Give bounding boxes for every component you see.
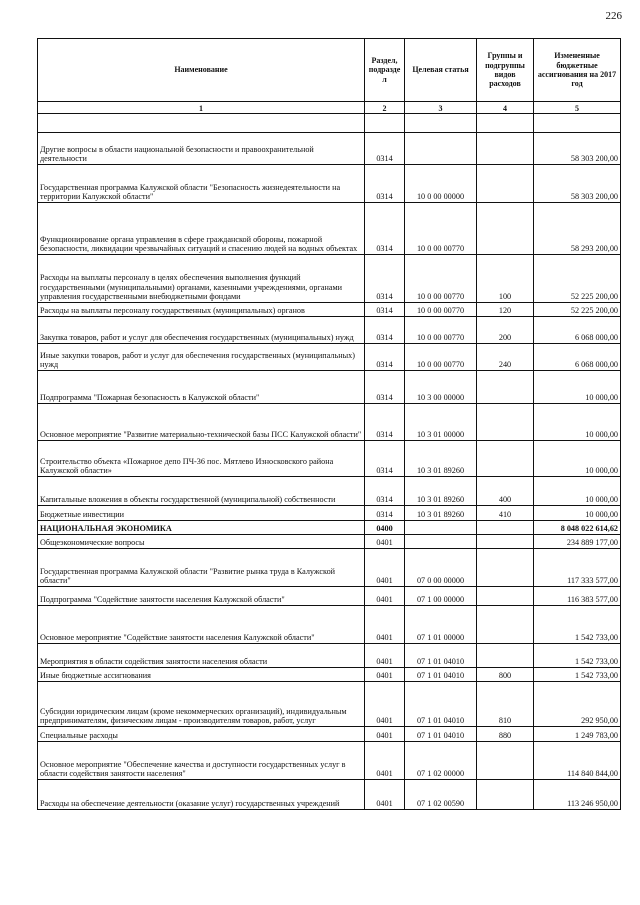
row-amount: 52 225 200,00 — [534, 303, 621, 317]
row-section-code: 0314 — [365, 506, 405, 521]
row-section-code: 0314 — [365, 133, 405, 165]
header-amount: Измененные бюджетные ассигнования на 2017 год — [534, 39, 621, 102]
table-row — [38, 477, 621, 506]
table-row — [38, 549, 621, 587]
row-section-code: 0401 — [365, 742, 405, 780]
row-expense-group: 410 — [477, 506, 534, 521]
row-section-code: 0314 — [365, 477, 405, 506]
row-amount: 292 950,00 — [534, 682, 621, 727]
row-section-code: 0314 — [365, 404, 405, 441]
row-name: Строительство объекта «Пожарное депо ПЧ-36 пос. Мятлево Износковского района Калужской области» — [38, 441, 365, 477]
row-amount: 1 249 783,00 — [534, 727, 621, 742]
table-row — [38, 644, 621, 668]
row-name: Общеэкономические вопросы — [38, 535, 365, 549]
row-name: Государственная программа Калужской области "Развитие рынка труда в Калужской области" — [38, 549, 365, 587]
row-expense-group — [477, 441, 534, 477]
column-number: 5 — [534, 102, 621, 114]
table-body — [38, 114, 621, 810]
table-row — [38, 521, 621, 535]
row-amount: 6 068 000,00 — [534, 317, 621, 344]
row-expense-group — [477, 165, 534, 203]
row-expense-group — [477, 521, 534, 535]
row-expense-group — [477, 780, 534, 810]
row-name: Функционирование органа управления в сфере гражданской обороны, пожарной безопасности, ликвидации чрезвычайных ситуаций и спасению людей на водных объектах — [38, 203, 365, 255]
row-section-code: 0314 — [365, 441, 405, 477]
table-row — [38, 165, 621, 203]
row-target-code: 10 3 01 00000 — [405, 404, 477, 441]
table-row — [38, 255, 621, 303]
row-name: Иные бюджетные ассигнования — [38, 668, 365, 682]
row-expense-group — [477, 535, 534, 549]
budget-table — [37, 38, 621, 810]
row-target-code — [405, 521, 477, 535]
row-section-code: 0400 — [365, 521, 405, 535]
row-target-code: 07 1 01 04010 — [405, 668, 477, 682]
row-amount: 10 000,00 — [534, 404, 621, 441]
row-name: Иные закупки товаров, работ и услуг для обеспечения государственных (муниципальных) нужд — [38, 344, 365, 371]
row-target-code: 07 1 01 04010 — [405, 644, 477, 668]
row-expense-group: 400 — [477, 477, 534, 506]
row-section-code: 0314 — [365, 203, 405, 255]
row-section-code: 0314 — [365, 344, 405, 371]
row-amount: 8 048 022 614,62 — [534, 521, 621, 535]
row-target-code: 07 1 01 04010 — [405, 727, 477, 742]
row-name: Государственная программа Калужской области "Безопасность жизнедеятельности на территории Калужской области" — [38, 165, 365, 203]
row-expense-group — [477, 587, 534, 606]
column-number: 1 — [38, 102, 365, 114]
row-target-code: 10 3 01 89260 — [405, 441, 477, 477]
row-name: Капитальные вложения в объекты государственной (муниципальной) собственности — [38, 477, 365, 506]
row-expense-group — [477, 644, 534, 668]
row-amount: 117 333 577,00 — [534, 549, 621, 587]
row-expense-group: 880 — [477, 727, 534, 742]
table-row — [38, 606, 621, 644]
spacer-row — [38, 114, 621, 133]
row-name: Основное мероприятие "Обеспечение качества и доступности государственных услуг в области содействия занятости населения" — [38, 742, 365, 780]
row-amount: 116 383 577,00 — [534, 587, 621, 606]
row-name: Основное мероприятие "Развитие материально-технической базы ПСС Калужской области" — [38, 404, 365, 441]
row-section-code: 0401 — [365, 587, 405, 606]
row-name: Бюджетные инвестиции — [38, 506, 365, 521]
row-expense-group: 800 — [477, 668, 534, 682]
row-section-code: 0401 — [365, 644, 405, 668]
row-amount: 1 542 733,00 — [534, 606, 621, 644]
row-section-code: 0314 — [365, 317, 405, 344]
row-target-code — [405, 133, 477, 165]
row-name: Другие вопросы в области национальной безопасности и правоохранительной деятельности — [38, 133, 365, 165]
row-amount: 1 542 733,00 — [534, 644, 621, 668]
table-row — [38, 404, 621, 441]
row-target-code: 07 1 02 00000 — [405, 742, 477, 780]
row-target-code: 10 0 00 00770 — [405, 203, 477, 255]
row-expense-group — [477, 606, 534, 644]
row-expense-group: 240 — [477, 344, 534, 371]
row-expense-group: 120 — [477, 303, 534, 317]
row-name: НАЦИОНАЛЬНАЯ ЭКОНОМИКА — [38, 521, 365, 535]
row-amount: 52 225 200,00 — [534, 255, 621, 303]
row-section-code: 0401 — [365, 780, 405, 810]
row-target-code: 10 0 00 00770 — [405, 344, 477, 371]
table-row — [38, 535, 621, 549]
table-row — [38, 587, 621, 606]
row-expense-group: 200 — [477, 317, 534, 344]
row-target-code: 10 3 00 00000 — [405, 371, 477, 404]
page-number: 226 — [605, 10, 622, 22]
row-amount: 58 303 200,00 — [534, 165, 621, 203]
row-section-code: 0314 — [365, 371, 405, 404]
header-group: Группы и подгруппы видов расходов — [477, 39, 534, 102]
row-target-code: 10 0 00 00000 — [405, 165, 477, 203]
row-amount: 10 000,00 — [534, 371, 621, 404]
table-row — [38, 441, 621, 477]
column-number: 3 — [405, 102, 477, 114]
table-row — [38, 668, 621, 682]
row-target-code: 07 0 00 00000 — [405, 549, 477, 587]
table-row — [38, 727, 621, 742]
row-expense-group — [477, 549, 534, 587]
row-expense-group: 810 — [477, 682, 534, 727]
row-target-code: 07 1 02 00590 — [405, 780, 477, 810]
row-amount: 6 068 000,00 — [534, 344, 621, 371]
row-amount: 234 889 177,00 — [534, 535, 621, 549]
table-row — [38, 506, 621, 521]
row-name: Подпрограмма "Содействие занятости населения Калужской области" — [38, 587, 365, 606]
row-name: Расходы на обеспечение деятельности (оказание услуг) государственных учреждений — [38, 780, 365, 810]
row-section-code: 0401 — [365, 535, 405, 549]
row-target-code: 10 3 01 89260 — [405, 506, 477, 521]
row-section-code: 0401 — [365, 549, 405, 587]
row-expense-group — [477, 203, 534, 255]
row-name: Подпрограмма "Пожарная безопасность в Калужской области" — [38, 371, 365, 404]
column-numbers-row — [38, 102, 621, 114]
row-section-code: 0401 — [365, 727, 405, 742]
row-section-code: 0314 — [365, 303, 405, 317]
row-amount: 58 293 200,00 — [534, 203, 621, 255]
row-amount: 113 246 950,00 — [534, 780, 621, 810]
row-section-code: 0314 — [365, 165, 405, 203]
row-amount: 10 000,00 — [534, 441, 621, 477]
row-expense-group — [477, 371, 534, 404]
table-row — [38, 682, 621, 727]
table-row — [38, 344, 621, 371]
row-section-code: 0314 — [365, 255, 405, 303]
row-target-code: 07 1 01 00000 — [405, 606, 477, 644]
row-target-code: 07 1 01 04010 — [405, 682, 477, 727]
row-expense-group — [477, 742, 534, 780]
row-amount: 1 542 733,00 — [534, 668, 621, 682]
row-expense-group — [477, 133, 534, 165]
row-section-code: 0401 — [365, 668, 405, 682]
header-section: Раздел, подразде л — [365, 39, 405, 102]
table-row — [38, 203, 621, 255]
header-row — [38, 39, 621, 102]
table-row — [38, 133, 621, 165]
header-target: Целевая статья — [405, 39, 477, 102]
row-name: Расходы на выплаты персоналу в целях обеспечения выполнения функций государственными (муниципальными) органами, казенными учреждениями, органами управления государственными внебюджетными фондами — [38, 255, 365, 303]
row-target-code: 10 0 00 00770 — [405, 255, 477, 303]
table-row — [38, 317, 621, 344]
row-target-code: 10 0 00 00770 — [405, 303, 477, 317]
row-amount: 114 840 844,00 — [534, 742, 621, 780]
table-row — [38, 742, 621, 780]
row-section-code: 0401 — [365, 682, 405, 727]
row-expense-group: 100 — [477, 255, 534, 303]
table-row — [38, 371, 621, 404]
column-number: 2 — [365, 102, 405, 114]
row-name: Мероприятия в области содействия занятости населения области — [38, 644, 365, 668]
row-expense-group — [477, 404, 534, 441]
row-name: Субсидии юридическим лицам (кроме некоммерческих организаций), индивидуальным предпринимателям, физическим лицам - производителям товаров, работ, услуг — [38, 682, 365, 727]
row-amount: 10 000,00 — [534, 477, 621, 506]
row-target-code: 10 0 00 00770 — [405, 317, 477, 344]
header-name: Наименование — [38, 39, 365, 102]
row-section-code: 0401 — [365, 606, 405, 644]
row-amount: 58 303 200,00 — [534, 133, 621, 165]
table-row — [38, 780, 621, 810]
row-name: Расходы на выплаты персоналу государственных (муниципальных) органов — [38, 303, 365, 317]
row-name: Закупка товаров, работ и услуг для обеспечения государственных (муниципальных) нужд — [38, 317, 365, 344]
row-target-code: 07 1 00 00000 — [405, 587, 477, 606]
table-row — [38, 303, 621, 317]
row-name: Специальные расходы — [38, 727, 365, 742]
column-number: 4 — [477, 102, 534, 114]
row-amount: 10 000,00 — [534, 506, 621, 521]
row-target-code: 10 3 01 89260 — [405, 477, 477, 506]
row-name: Основное мероприятие "Содействие занятости населения Калужской области" — [38, 606, 365, 644]
row-target-code — [405, 535, 477, 549]
